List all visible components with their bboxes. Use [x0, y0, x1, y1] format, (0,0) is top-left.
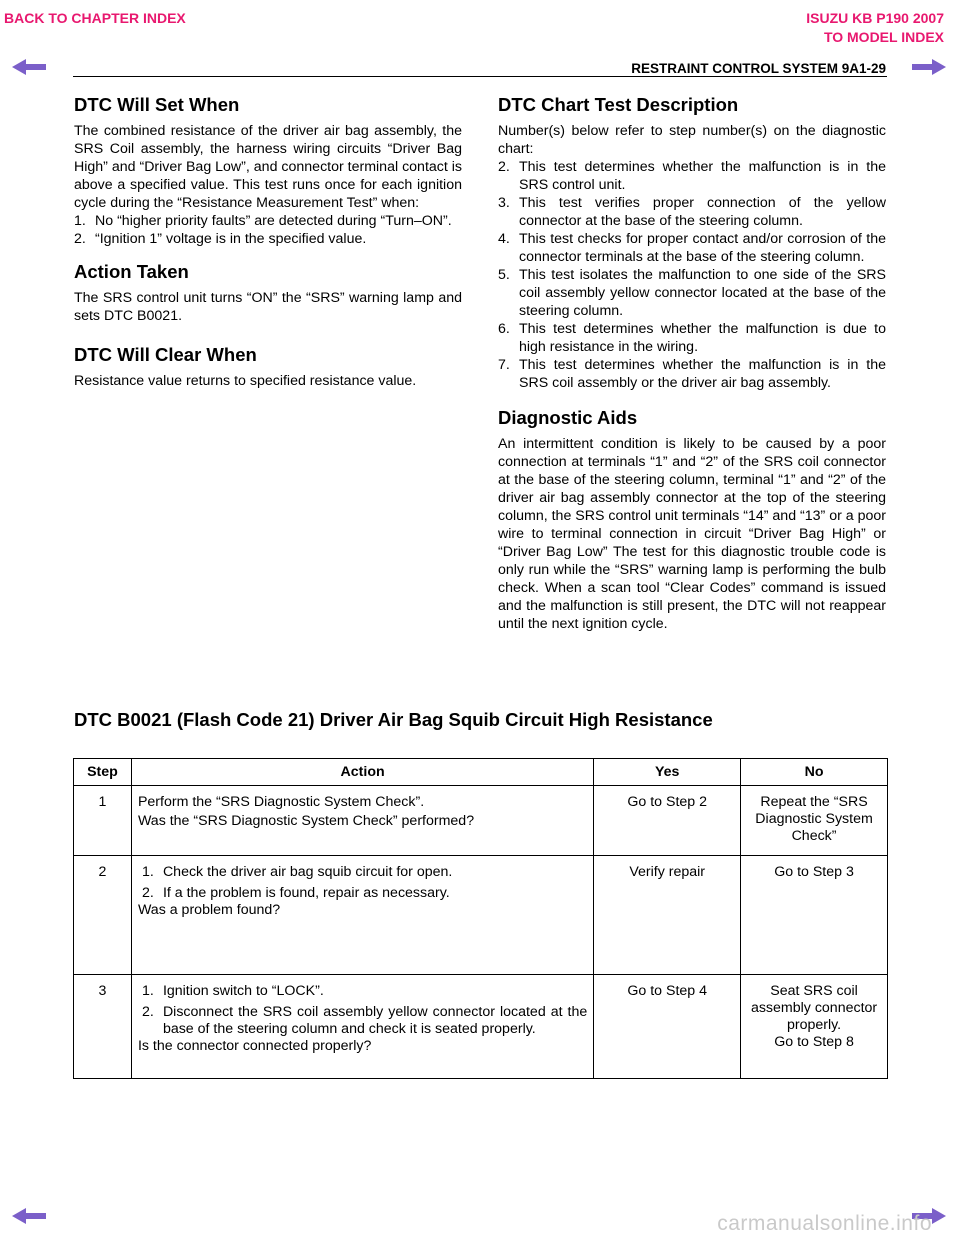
model-title-link[interactable]: ISUZU KB P190 2007	[806, 10, 944, 26]
action-cell: 1. Check the driver air bag squib circuit for open. 2. If a the problem is found, repair as necessary. Was a problem found?	[131, 856, 593, 975]
list-item: 6. This test determines whether the malfunction is due to high resistance in the wiring.	[498, 321, 886, 355]
next-page-arrow-icon[interactable]	[912, 59, 946, 75]
running-head: RESTRAINT CONTROL SYSTEM 9A1-29	[631, 61, 886, 76]
chart-intro-text: Number(s) below refer to step number(s) on the diagnostic chart:	[498, 123, 886, 157]
back-to-chapter-index-link[interactable]: BACK TO CHAPTER INDEX	[4, 10, 186, 26]
header-rule	[73, 76, 887, 77]
previous-page-bottom-arrow-icon[interactable]	[12, 1208, 46, 1224]
yes-column-header: Yes	[594, 759, 741, 786]
table-row	[74, 786, 888, 856]
dtc-will-set-list	[74, 212, 462, 248]
step-column-header: Step	[74, 759, 132, 786]
chart-test-list	[498, 158, 886, 392]
step-cell: 1	[74, 786, 132, 856]
chart-test-description-heading: DTC Chart Test Description	[498, 94, 739, 115]
dtc-table-title: DTC B0021 (Flash Code 21) Driver Air Bag Squib Circuit High Resistance	[74, 709, 713, 730]
action-cell: Perform the “SRS Diagnostic System Check”. Was the “SRS Diagnostic System Check” performed?	[131, 786, 593, 856]
no-cell: Seat SRS coil assembly connector properly. Go to Step 8	[741, 975, 888, 1079]
previous-page-arrow-icon[interactable]	[12, 59, 46, 75]
action-column-header: Action	[131, 759, 593, 786]
to-model-index-link[interactable]: TO MODEL INDEX	[823, 29, 944, 45]
dtc-will-clear-heading: DTC Will Clear When	[74, 344, 257, 365]
right-column	[498, 94, 886, 633]
no-cell: Repeat the “SRS Diagnostic System Check”	[741, 786, 888, 856]
dtc-will-set-text: The combined resistance of the driver air bag assembly, the SRS Coil assembly, the harness wiring circuits “Driver Bag High” and “Driver Bag Low”, and connector terminal contact is above a specified value. This test runs once for each ignition cycle during the “Resistance Measurement Test” when:	[74, 123, 462, 211]
dtc-will-set-heading: DTC Will Set When	[74, 94, 240, 115]
step-cell: 3	[74, 975, 132, 1079]
list-item: 2. “Ignition 1” voltage is in the specified value.	[74, 231, 367, 247]
left-column	[74, 94, 462, 390]
yes-cell: Go to Step 2	[594, 786, 741, 856]
yes-cell: Verify repair	[594, 856, 741, 975]
action-cell: 1. Ignition switch to “LOCK”. 2. Disconnect the SRS coil assembly yellow connector located at the base of the steering column and check it is seated properly. Is the connector connected properly?	[131, 975, 593, 1079]
no-cell: Go to Step 3	[741, 856, 888, 975]
list-item: 7. This test determines whether the malfunction is in the SRS coil assembly or the driver air bag assembly.	[498, 357, 886, 391]
list-item: 4. This test checks for proper contact and/or corrosion of the connector terminals at the base of the steering column.	[498, 231, 886, 265]
watermark: carmanualsonline.info	[717, 1212, 932, 1235]
action-taken-text: The SRS control unit turns “ON” the “SRS” warning lamp and sets DTC B0021.	[74, 290, 462, 324]
dtc-will-clear-text: Resistance value returns to specified resistance value.	[74, 373, 417, 389]
table-row	[74, 975, 888, 1079]
list-item: 5. This test isolates the malfunction to one side of the SRS coil assembly yellow connector located at the base of the steering column.	[498, 267, 886, 319]
list-item: 1. No “higher priority faults” are detected during “Turn–ON”.	[74, 213, 452, 229]
diagnostic-aids-heading: Diagnostic Aids	[498, 407, 638, 428]
step-cell: 2	[74, 856, 132, 975]
diagnostic-aids-text: An intermittent condition is likely to be caused by a poor connection at terminals “1” and “2” of the SRS coil connector at the base of the steering column, terminal “1” and “2” of the driver air bag assembly connector at the top of the steering column, the SRS control unit terminals “14” and “13” or a poor wire to terminal connection in circuit “Driver Bag High” or “Driver Bag Low” The test for this diagnostic trouble code is only run while the “SRS” warning lamp is performing the bulb check. When a scan tool “Clear Codes” command is issued and the malfunction is still present, the DTC will not reappear until the next ignition cycle.	[498, 436, 886, 632]
list-item: 2. This test determines whether the malfunction is in the SRS control unit.	[498, 159, 886, 193]
table-row	[74, 856, 888, 975]
action-taken-heading: Action Taken	[74, 261, 189, 282]
no-column-header: No	[741, 759, 888, 786]
list-item: 3. This test verifies proper connection of the yellow connector at the base of the steering column.	[498, 195, 886, 229]
diagnostic-table	[73, 758, 888, 1079]
table-header-row	[74, 759, 888, 786]
yes-cell: Go to Step 4	[594, 975, 741, 1079]
